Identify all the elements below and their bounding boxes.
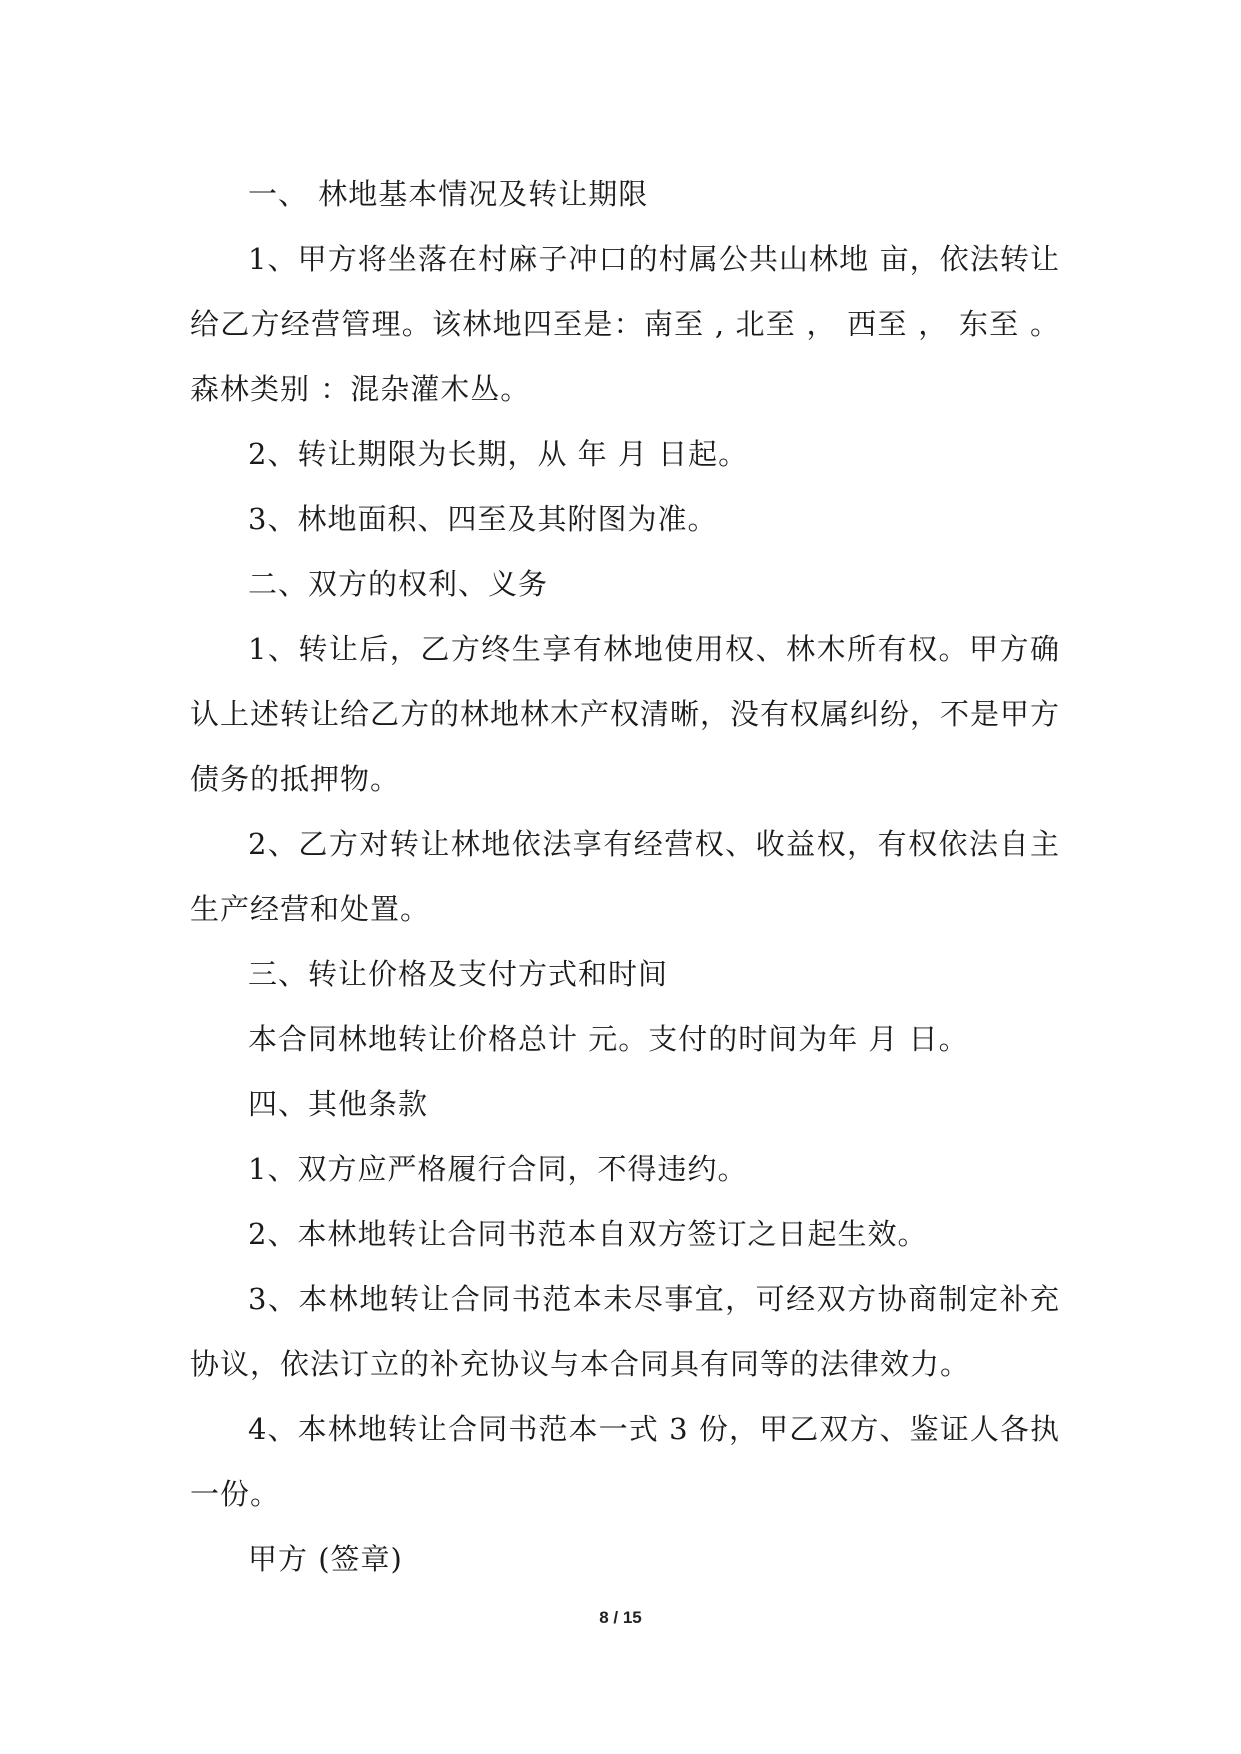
signature-party-a: 甲方 (签章) [248, 1542, 403, 1576]
clause-4-4: 4、本林地转让合同书范本一式 3 份，甲乙双方、鉴证人各执一份。 [190, 1412, 1060, 1511]
section-heading-1: 一、 林地基本情况及转让期限 [248, 177, 649, 211]
clause-2-2: 2、乙方对转让林地依法享有经营权、收益权，有权依法自主生产经营和处置。 [190, 827, 1060, 926]
section-heading-2: 二、双方的权利、义务 [248, 567, 549, 601]
clause-1-2: 2、转让期限为长期，从 年 月 日起。 [248, 437, 749, 471]
clause-4-1: 1、双方应严格履行合同，不得违约。 [248, 1152, 748, 1186]
clause-2-1: 1、转让后，乙方终生享有林地使用权、林木所有权。甲方确认上述转让给乙方的林地林木产权清晰，没有权属纠纷，不是甲方债务的抵押物。 [190, 632, 1061, 796]
section-heading-4: 四、其他条款 [248, 1087, 429, 1121]
clause-1-1: 1、甲方将坐落在村麻子冲口的村属公共山林地 亩，依法转让给乙方经营管理。该林地四至是：南至 , 北至 ， 西至 ， 东至 。森林类别 ：混杂灌木丛。 [190, 242, 1060, 406]
clause-4-3: 3、本林地转让合同书范本未尽事宜，可经双方协商制定补充协议，依法订立的补充协议与本合同具有同等的法律效力。 [190, 1282, 1060, 1381]
clause-3-1: 本合同林地转让价格总计 元。支付的时间为年 月 日。 [248, 1022, 969, 1056]
clause-4-2: 2、本林地转让合同书范本自双方签订之日起生效。 [248, 1217, 928, 1251]
section-heading-3: 三、转让价格及支付方式和时间 [248, 957, 669, 991]
page-number: 8 / 15 [599, 1608, 642, 1627]
clause-1-3: 3、林地面积、四至及其附图为准。 [248, 502, 718, 536]
document-body [190, 162, 1060, 1592]
